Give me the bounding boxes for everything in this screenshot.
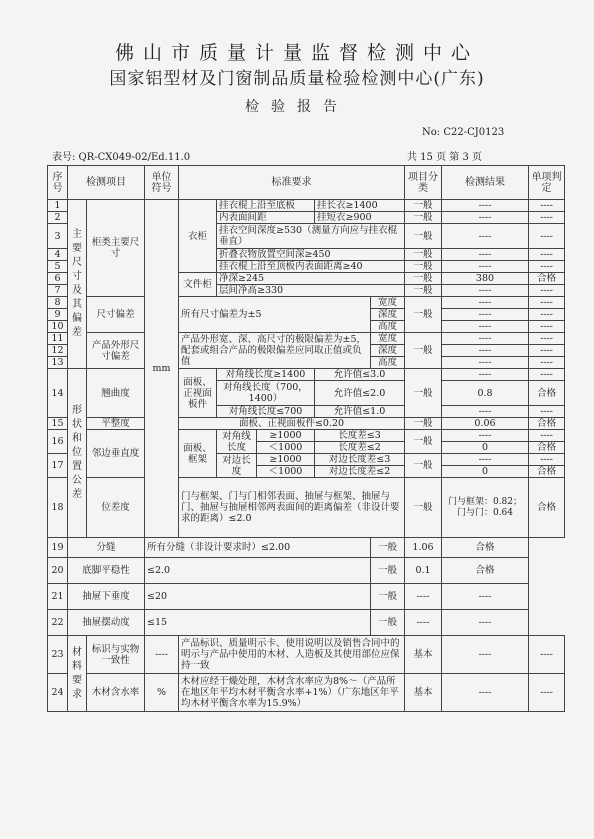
standard-text: 对角线长度（700，1400） — [217, 381, 315, 406]
standard-text: 内表面间距 — [217, 212, 315, 224]
standard-text: 产品标识、质量明示卡、使用说明以及销售合同中的明示与产品中使用的木材、人造板及其使用部位应保持一致 — [179, 636, 405, 674]
unit-mm: mm — [145, 200, 179, 538]
class-cell: 基本 — [405, 674, 442, 712]
table-row — [48, 430, 565, 442]
inspection-table — [47, 165, 565, 712]
row-number: 2 — [48, 212, 68, 224]
table-row — [48, 558, 565, 584]
row-number: 20 — [48, 558, 68, 584]
row-number: 19 — [48, 538, 68, 558]
standard-text: 面板、正视面板件≤0.20 — [179, 418, 405, 430]
standard-text: 允许值≤2.0 — [315, 381, 405, 406]
row-number: 7 — [48, 285, 68, 297]
org-title: 佛山市质量计量监督检测中心 — [114, 42, 479, 64]
judge-cell: ---- — [529, 200, 565, 212]
table-row — [48, 418, 565, 430]
row-number: 8 — [48, 297, 68, 309]
row-number: 11 — [48, 333, 68, 345]
item-drawer-swing: 抽屉摆动度 — [68, 610, 145, 636]
class-cell: 一般 — [405, 333, 442, 369]
result-cell: ---- — [442, 369, 529, 381]
result-cell: ---- — [442, 249, 529, 261]
row-number: 17 — [48, 454, 68, 478]
judge-cell: ---- — [529, 369, 565, 381]
col-result: 检测结果 — [442, 166, 529, 200]
row-number: 1 — [48, 200, 68, 212]
class-cell: 一般 — [405, 418, 442, 430]
row-number: 14 — [48, 369, 68, 418]
result-cell: 1.06 — [405, 538, 442, 558]
row-number: 5 — [48, 261, 68, 273]
class-cell: 一般 — [405, 212, 442, 224]
standard-text: ≤20 — [145, 584, 371, 610]
standard-text: 产品外形宽、深、高尺寸的极限偏差为±5，配套或组合产品的极限偏差应同取正值或负值 — [179, 333, 371, 369]
judge-cell: ---- — [529, 297, 565, 309]
standard-text: ≤15 — [145, 610, 371, 636]
table-header-row — [48, 166, 565, 200]
result-cell: ---- — [442, 636, 529, 674]
table-row — [48, 297, 565, 309]
table-row — [48, 369, 565, 381]
class-cell: 一般 — [371, 538, 405, 558]
table-row — [48, 674, 565, 712]
standard-text: 允许值≤1.0 — [315, 406, 405, 418]
standard-text: 挂衣棍上沿至底板 — [217, 200, 315, 212]
judge-cell: ---- — [529, 249, 565, 261]
dimension-label: 宽度 — [371, 333, 405, 345]
file-cabinet-label: 文件柜 — [179, 273, 217, 297]
judge-cell: ---- — [529, 406, 565, 418]
judge-cell: ---- — [442, 610, 529, 636]
dimension-label: 高度 — [371, 357, 405, 369]
wardrobe-label: 衣柜 — [179, 200, 217, 273]
judge-cell: ---- — [529, 309, 565, 321]
report-number: No: C22-CJ0123 — [422, 127, 505, 138]
standard-text: ＜1000 — [257, 442, 315, 454]
col-judge: 单项判定 — [529, 166, 565, 200]
table-row — [48, 538, 565, 558]
class-cell: 一般 — [405, 478, 442, 538]
item-drawer-sag: 抽屉下垂度 — [68, 584, 145, 610]
dimension-label: 深度 — [371, 309, 405, 321]
class-cell: 一般 — [371, 610, 405, 636]
result-cell: ---- — [405, 584, 442, 610]
class-cell: 一般 — [371, 584, 405, 610]
judge-cell: 合格 — [529, 273, 565, 285]
standard-text: 挂短衣≥900 — [315, 212, 405, 224]
item-flatness: 平整度 — [87, 418, 145, 430]
row-number: 12 — [48, 345, 68, 357]
item-label-consistency: 标识与实物一致性 — [87, 636, 145, 674]
col-seq: 序号 — [48, 166, 68, 200]
judge-cell: 合格 — [442, 538, 529, 558]
standard-text: ≥1000 — [257, 430, 315, 442]
standard-text: 长度差≤2 — [315, 442, 405, 454]
result-cell: ---- — [442, 333, 529, 345]
class-cell: 一般 — [405, 200, 442, 212]
standard-text: 对边长度差≤3 — [315, 454, 405, 466]
judge-cell: 合格 — [529, 418, 565, 430]
result-cell: ---- — [442, 261, 529, 273]
row-number: 9 — [48, 309, 68, 321]
standard-text: ＜1000 — [257, 466, 315, 478]
row-number: 18 — [48, 478, 68, 538]
opposite-side-label: 对边长度 — [217, 454, 257, 478]
judge-cell: ---- — [529, 674, 565, 712]
form-number: 表号: QR-CX049-02/Ed.11.0 — [52, 152, 191, 163]
judge-cell: 合格 — [529, 478, 565, 538]
standard-text: 长度差≤3 — [315, 430, 405, 442]
standard-text: 挂长衣≥1400 — [315, 200, 405, 212]
standard-text: 对边长度差≤2 — [315, 466, 405, 478]
standard-text: ≥1000 — [257, 454, 315, 466]
result-cell: ---- — [442, 297, 529, 309]
dimension-label: 宽度 — [371, 297, 405, 309]
row-number: 4 — [48, 249, 68, 261]
class-cell: 一般 — [405, 454, 442, 478]
item-perpendicularity: 邻边垂直度 — [87, 430, 145, 478]
group-shape-position: 形状和位置公差 — [68, 369, 87, 538]
item-moisture-content: 木材含水率 — [87, 674, 145, 712]
class-cell: 一般 — [405, 261, 442, 273]
standard-text: ≤2.0 — [145, 558, 371, 584]
item-position-difference: 位差度 — [87, 478, 145, 538]
judge-cell: ---- — [529, 333, 565, 345]
item-dimension-deviation: 尺寸偏差 — [87, 297, 145, 333]
row-number: 24 — [48, 674, 68, 712]
row-number: 13 — [48, 357, 68, 369]
col-item: 检测项目 — [68, 166, 145, 200]
result-cell: ---- — [442, 200, 529, 212]
result-cell: 0.8 — [442, 381, 529, 406]
result-cell: ---- — [442, 406, 529, 418]
col-standard: 标准要求 — [179, 166, 405, 200]
col-class: 项目分类 — [405, 166, 442, 200]
result-cell: 0.1 — [405, 558, 442, 584]
standard-text: 挂衣棍上沿至顶板内表面距离≥40 — [217, 261, 405, 273]
judge-cell: ---- — [529, 212, 565, 224]
result-cell: ---- — [442, 321, 529, 333]
row-number: 22 — [48, 610, 68, 636]
class-cell: 一般 — [371, 558, 405, 584]
result-cell: ---- — [442, 309, 529, 321]
judge-cell: ---- — [442, 584, 529, 610]
standard-text: 对角线长度≥1400 — [217, 369, 315, 381]
panel-face-label: 面板、正视面板件 — [179, 369, 217, 418]
result-cell: 0 — [442, 466, 529, 478]
unit-cell: % — [145, 674, 179, 712]
table-row — [48, 636, 565, 674]
group-main-dimensions: 主要尺寸及其偏差 — [68, 200, 87, 369]
row-number: 10 — [48, 321, 68, 333]
table-row — [48, 584, 565, 610]
judge-cell: ---- — [529, 636, 565, 674]
item-foot-stability: 底脚平稳性 — [68, 558, 145, 584]
row-number: 16 — [48, 430, 68, 454]
judge-cell: 合格 — [529, 466, 565, 478]
standard-text: 净深≥245 — [217, 273, 405, 285]
class-cell: 一般 — [405, 369, 442, 418]
class-cell: 一般 — [405, 430, 442, 454]
class-cell: 一般 — [405, 273, 442, 285]
result-cell: 0 — [442, 442, 529, 454]
row-number: 6 — [48, 273, 68, 285]
result-cell: 380 — [442, 273, 529, 285]
item-gap: 分缝 — [68, 538, 145, 558]
dimension-label: 深度 — [371, 345, 405, 357]
item-outer-dimension-deviation: 产品外形尺寸偏差 — [87, 333, 145, 369]
class-cell: 一般 — [405, 249, 442, 261]
result-cell: 0.06 — [442, 418, 529, 430]
judge-cell: 合格 — [529, 442, 565, 454]
result-cell: ---- — [442, 454, 529, 466]
class-cell: 一般 — [405, 297, 442, 333]
result-cell: 门与框架：0.82；门与门：0.64 — [442, 478, 529, 538]
result-cell: ---- — [442, 357, 529, 369]
standard-text: 木材应经干燥处理，木材含水率应为8%～（产品所在地区年平均木材平衡含水率+1%）（广东地区年平均木材平衡含水率为15.9%） — [179, 674, 405, 712]
row-number: 3 — [48, 224, 68, 249]
class-cell: 一般 — [405, 224, 442, 249]
center-title: 国家铝型材及门窗制品质量检验检测中心(广东) — [109, 69, 485, 89]
judge-cell: 合格 — [442, 558, 529, 584]
standard-text: 所有尺寸偏差为±5 — [179, 297, 371, 333]
standard-text: 层间净高≥330 — [217, 285, 405, 297]
col-unit: 单位符号 — [145, 166, 179, 200]
judge-cell: ---- — [529, 261, 565, 273]
diagonal-label: 对角线长度 — [217, 430, 257, 454]
standard-text: 门与框架、门与门相邻表面、抽屉与框架、抽屉与门、抽屉与抽屉相邻两表面间的距离偏差（非设计要求的距离）≤2.0 — [179, 478, 405, 538]
standard-text: 所有分缝（非设计要求时）≤2.00 — [145, 538, 371, 558]
result-cell: ---- — [442, 212, 529, 224]
table-row — [48, 200, 565, 212]
table-row — [48, 610, 565, 636]
judge-cell: ---- — [529, 357, 565, 369]
table-row — [48, 478, 565, 538]
panel-frame-label: 面板、框架 — [179, 430, 217, 478]
result-cell: ---- — [442, 285, 529, 297]
judge-cell: ---- — [529, 224, 565, 249]
result-cell: ---- — [442, 674, 529, 712]
unit-cell: ---- — [145, 636, 179, 674]
result-cell: ---- — [405, 610, 442, 636]
standard-text: 对角线长度≤700 — [217, 406, 315, 418]
row-number: 23 — [48, 636, 68, 674]
group-material: 材料要求 — [68, 636, 87, 712]
row-number: 21 — [48, 584, 68, 610]
dimension-label: 高度 — [371, 321, 405, 333]
result-cell: ---- — [442, 224, 529, 249]
class-cell: 一般 — [405, 285, 442, 297]
standard-text: 挂衣空间深度≥530（测量方向应与挂衣棍垂直） — [217, 224, 405, 249]
result-cell: ---- — [442, 430, 529, 442]
report-title: 检验报告 — [245, 99, 349, 115]
page-indicator: 共 15 页 第 3 页 — [407, 152, 482, 163]
table-row — [48, 333, 565, 345]
item-cabinet-dimensions: 柜类主要尺寸 — [87, 200, 145, 297]
row-number: 15 — [48, 418, 68, 430]
judge-cell: ---- — [529, 345, 565, 357]
judge-cell: ---- — [529, 454, 565, 466]
item-warpage: 翘曲度 — [87, 369, 145, 418]
judge-cell: ---- — [529, 430, 565, 442]
result-cell: ---- — [442, 345, 529, 357]
class-cell: 基本 — [405, 636, 442, 674]
judge-cell: ---- — [529, 285, 565, 297]
judge-cell: 合格 — [529, 381, 565, 406]
judge-cell: ---- — [529, 321, 565, 333]
standard-text: 允许值≤3.0 — [315, 369, 405, 381]
standard-text: 折叠衣物放置空间深≥450 — [217, 249, 405, 261]
